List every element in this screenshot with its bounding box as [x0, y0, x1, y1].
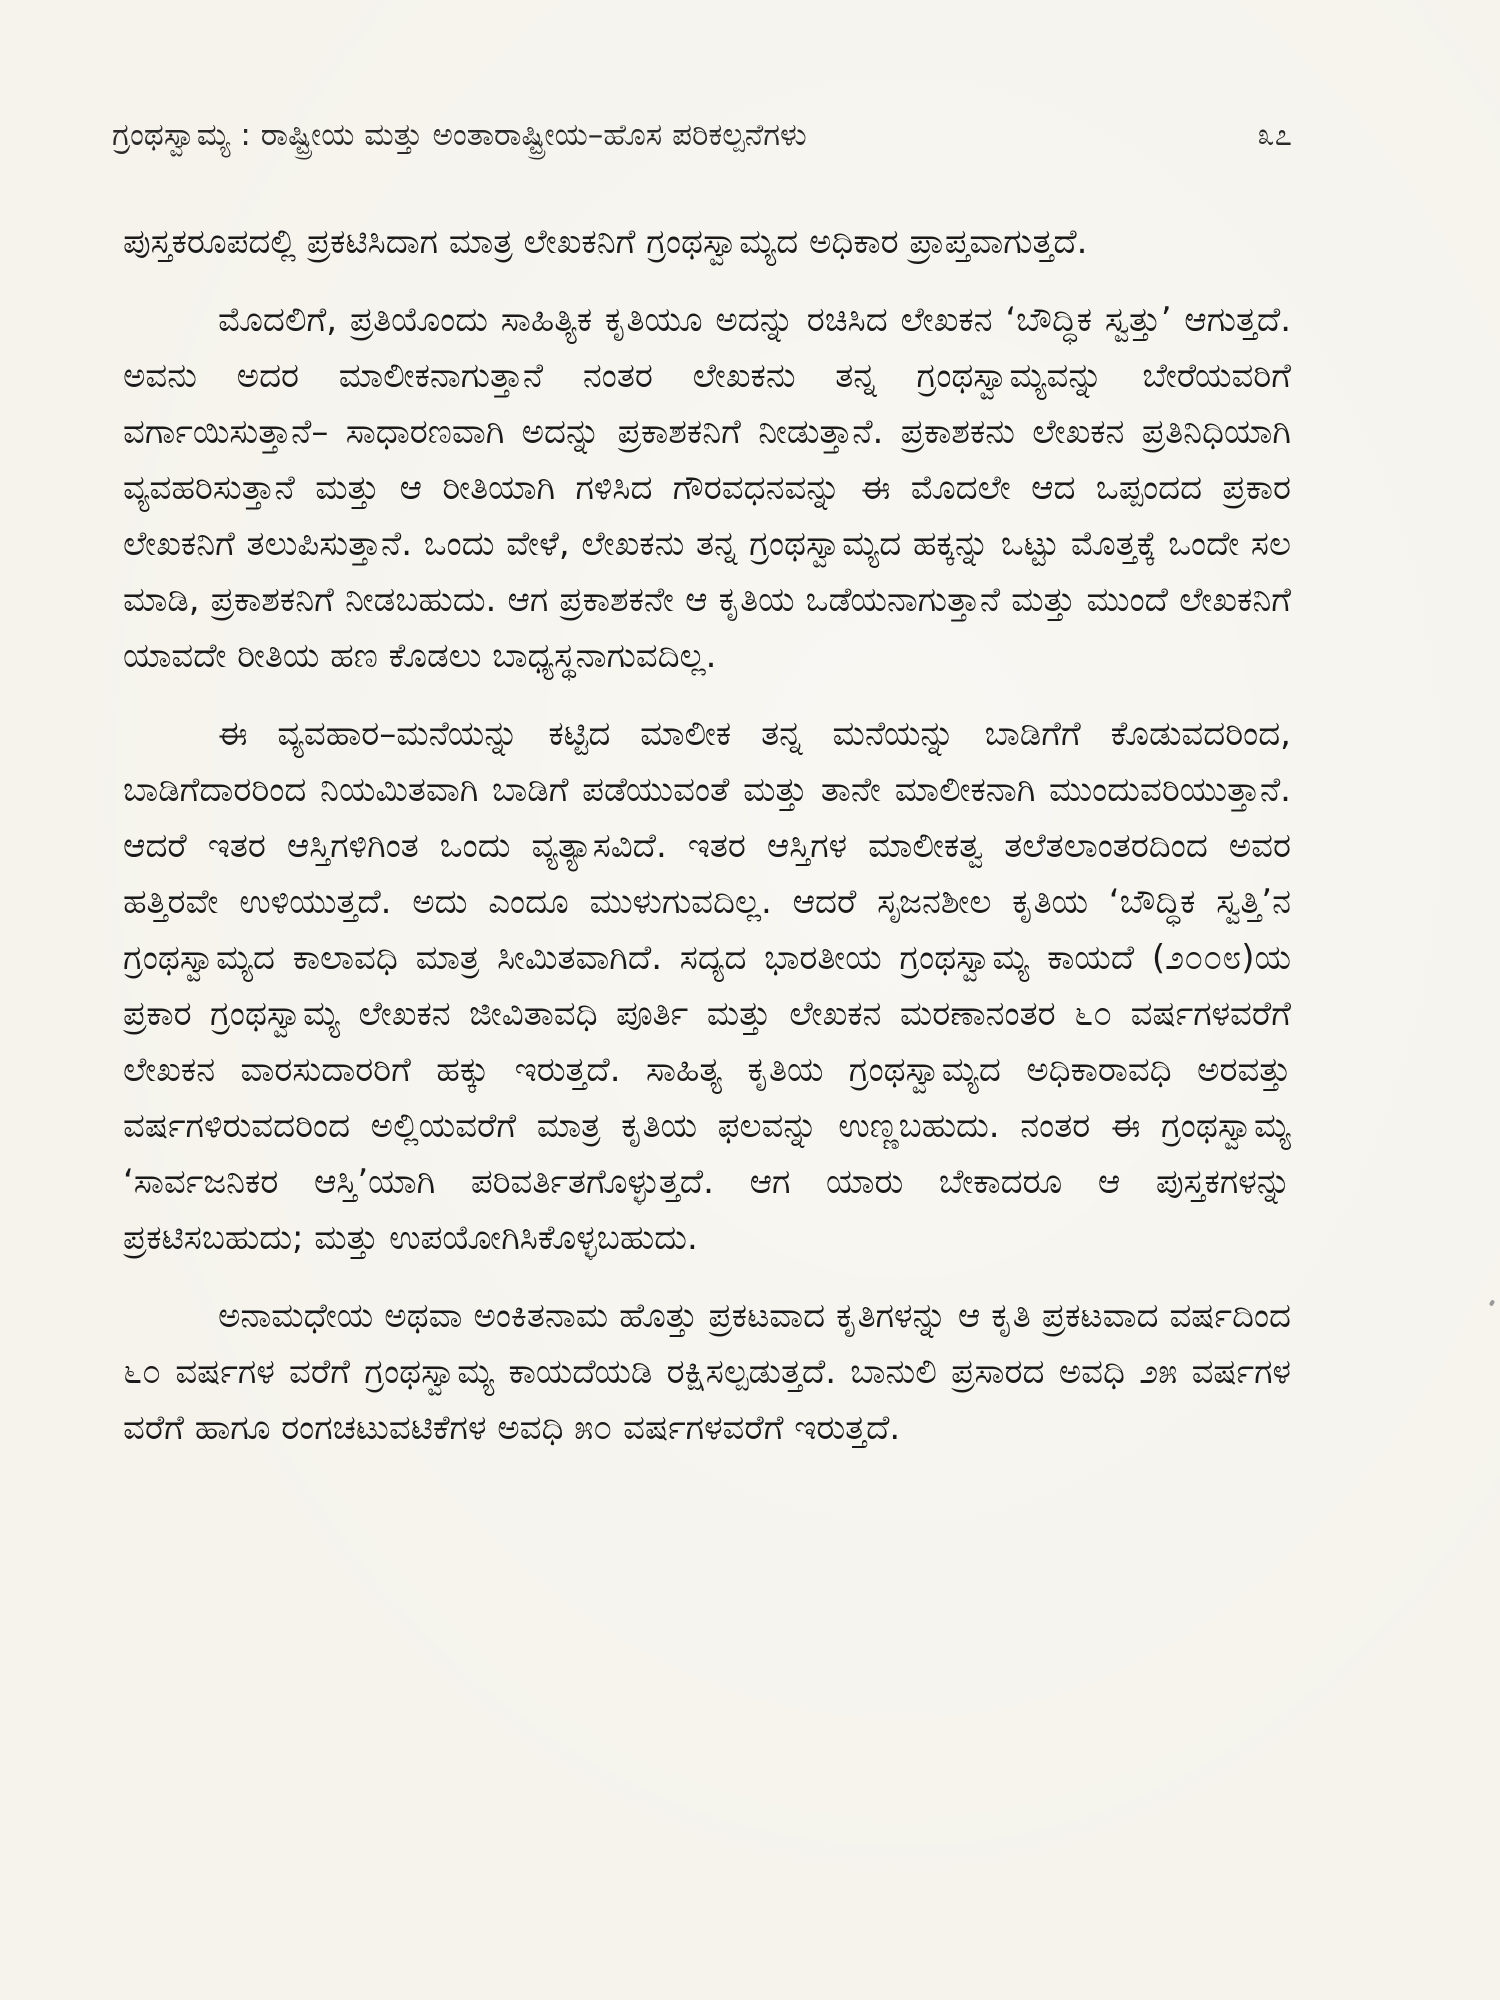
- paragraph: ಈ ವ್ಯವಹಾರ–ಮನೆಯನ್ನು ಕಟ್ಟಿದ ಮಾಲೀಕ ತನ್ನ ಮನೆಯನ್ನು ಬಾಡಿಗೆಗೆ ಕೊಡುವದರಿಂದ, ಬಾಡಿಗೆದಾರರಿಂದ ನಿಯಮಿತವಾಗಿ ಬಾಡಿಗೆ ಪಡೆಯುವಂತೆ ಮತ್ತು ತಾನೇ ಮಾಲೀಕನಾಗಿ ಮುಂದುವರಿಯುತ್ತಾನೆ. ಆದರೆ ಇತರ ಆಸ್ತಿಗಳಿಗಿಂತ ಒಂದು ವ್ಯತ್ಯಾಸವಿದೆ. ಇತರ ಆಸ್ತಿಗಳ ಮಾಲೀಕತ್ವ ತಲೆತಲಾಂತರದಿಂದ ಅವರ ಹತ್ತಿರವೇ ಉಳಿಯುತ್ತದೆ. ಅದು ಎಂದೂ ಮುಳುಗುವದಿಲ್ಲ. ಆದರೆ ಸೃಜನಶೀಲ ಕೃತಿಯ ‘ಬೌದ್ಧಿಕ ಸ್ವತ್ತಿ’ನ ಗ್ರಂಥಸ್ವಾಮ್ಯದ ಕಾಲಾವಧಿ ಮಾತ್ರ ಸೀಮಿತವಾಗಿದೆ. ಸದ್ಯದ ಭಾರತೀಯ ಗ್ರಂಥಸ್ವಾಮ್ಯ ಕಾಯದೆ (೨೦೦೮)ಯ ಪ್ರಕಾರ ಗ್ರಂಥಸ್ವಾಮ್ಯ ಲೇಖಕನ ಜೀವಿತಾವಧಿ ಪೂರ್ತಿ ಮತ್ತು ಲೇಖಕನ ಮರಣಾನಂತರ ೬೦ ವರ್ಷಗಳವರೆಗೆ ಲೇಖಕನ ವಾರಸುದಾರರಿಗೆ ಹಕ್ಕು ಇರುತ್ತದೆ. ಸಾಹಿತ್ಯ ಕೃತಿಯ ಗ್ರಂಥಸ್ವಾಮ್ಯದ ಅಧಿಕಾರಾವಧಿ ಅರವತ್ತು ವರ್ಷಗಳಿರುವದರಿಂದ ಅಲ್ಲಿಯವರೆಗೆ ಮಾತ್ರ ಕೃತಿಯ ಫಲವನ್ನು ಉಣ್ಣಬಹುದು. ನಂತರ ಈ ಗ್ರಂಥಸ್ವಾಮ್ಯ ‘ಸಾರ್ವಜನಿಕರ ಆಸ್ತಿ’ಯಾಗಿ ಪರಿವರ್ತಿತಗೊಳ್ಳುತ್ತದೆ. ಆಗ ಯಾರು ಬೇಕಾದರೂ ಆ ಪುಸ್ತಕಗಳನ್ನು ಪ್ರಕಟಿಸಬಹುದು; ಮತ್ತು ಉಪಯೋಗಿಸಿಕೊಳ್ಳಬಹುದು.: [123, 714, 1291, 1258]
- running-title: ಗ್ರಂಥಸ್ವಾಮ್ಯ : ರಾಷ್ಟ್ರೀಯ ಮತ್ತು ಅಂತಾರಾಷ್ಟ್ರೀಯ–ಹೊಸ ಪರಿಕಲ್ಪನೆಗಳು: [112, 116, 807, 153]
- paper-speck: [1489, 1299, 1495, 1306]
- paragraph: ಮೊದಲಿಗೆ, ಪ್ರತಿಯೊಂದು ಸಾಹಿತ್ಯಿಕ ಕೃತಿಯೂ ಅದನ್ನು ರಚಿಸಿದ ಲೇಖಕನ ‘ಬೌದ್ಧಿಕ ಸ್ವತ್ತು’ ಆಗುತ್ತದೆ. ಅವನು ಅದರ ಮಾಲೀಕನಾಗುತ್ತಾನೆ ನಂತರ ಲೇಖಕನು ತನ್ನ ಗ್ರಂಥಸ್ವಾಮ್ಯವನ್ನು ಬೇರೆಯವರಿಗೆ ವರ್ಗಾಯಿಸುತ್ತಾನೆ– ಸಾಧಾರಣವಾಗಿ ಅದನ್ನು ಪ್ರಕಾಶಕನಿಗೆ ನೀಡುತ್ತಾನೆ. ಪ್ರಕಾಶಕನು ಲೇಖಕನ ಪ್ರತಿನಿಧಿಯಾಗಿ ವ್ಯವಹರಿಸುತ್ತಾನೆ ಮತ್ತು ಆ ರೀತಿಯಾಗಿ ಗಳಿಸಿದ ಗೌರವಧನವನ್ನು ಈ ಮೊದಲೇ ಆದ ಒಪ್ಪಂದದ ಪ್ರಕಾರ ಲೇಖಕನಿಗೆ ತಲುಪಿಸುತ್ತಾನೆ. ಒಂದು ವೇಳೆ, ಲೇಖಕನು ತನ್ನ ಗ್ರಂಥಸ್ವಾಮ್ಯದ ಹಕ್ಕನ್ನು ಒಟ್ಟು ಮೊತ್ತಕ್ಕೆ ಒಂದೇ ಸಲ ಮಾಡಿ, ಪ್ರಕಾಶಕನಿಗೆ ನೀಡಬಹುದು. ಆಗ ಪ್ರಕಾಶಕನೇ ಆ ಕೃತಿಯ ಒಡೆಯನಾಗುತ್ತಾನೆ ಮತ್ತು ಮುಂದೆ ಲೇಖಕನಿಗೆ ಯಾವದೇ ರೀತಿಯ ಹಣ ಕೊಡಲು ಬಾಧ್ಯಸ್ಥನಾಗುವದಿಲ್ಲ.: [123, 300, 1291, 676]
- paragraph-continued: ಪುಸ್ತಕರೂಪದಲ್ಲಿ ಪ್ರಕಟಿಸಿದಾಗ ಮಾತ್ರ ಲೇಖಕನಿಗೆ ಗ್ರಂಥಸ್ವಾಮ್ಯದ ಅಧಿಕಾರ ಪ್ರಾಪ್ತವಾಗುತ್ತದೆ.: [123, 222, 1088, 262]
- paragraph: ಅನಾಮಧೇಯ ಅಥವಾ ಅಂಕಿತನಾಮ ಹೊತ್ತು ಪ್ರಕಟವಾದ ಕೃತಿಗಳನ್ನು ಆ ಕೃತಿ ಪ್ರಕಟವಾದ ವರ್ಷದಿಂದ ೬೦ ವರ್ಷಗಳ ವರೆಗೆ ಗ್ರಂಥಸ್ವಾಮ್ಯ ಕಾಯದೆಯಡಿ ರಕ್ಷಿಸಲ್ಪಡುತ್ತದೆ. ಬಾನುಲಿ ಪ್ರಸಾರದ ಅವಧಿ ೨೫ ವರ್ಷಗಳ ವರೆಗೆ ಹಾಗೂ ರಂಗಚಟುವಟಿಕೆಗಳ ಅವಧಿ ೫೦ ವರ್ಷಗಳವರೆಗೆ ಇರುತ್ತದೆ.: [123, 1296, 1291, 1448]
- page-number: ೩೭: [1257, 116, 1292, 153]
- body-text: [123, 214, 1291, 1478]
- running-header: [112, 110, 1292, 160]
